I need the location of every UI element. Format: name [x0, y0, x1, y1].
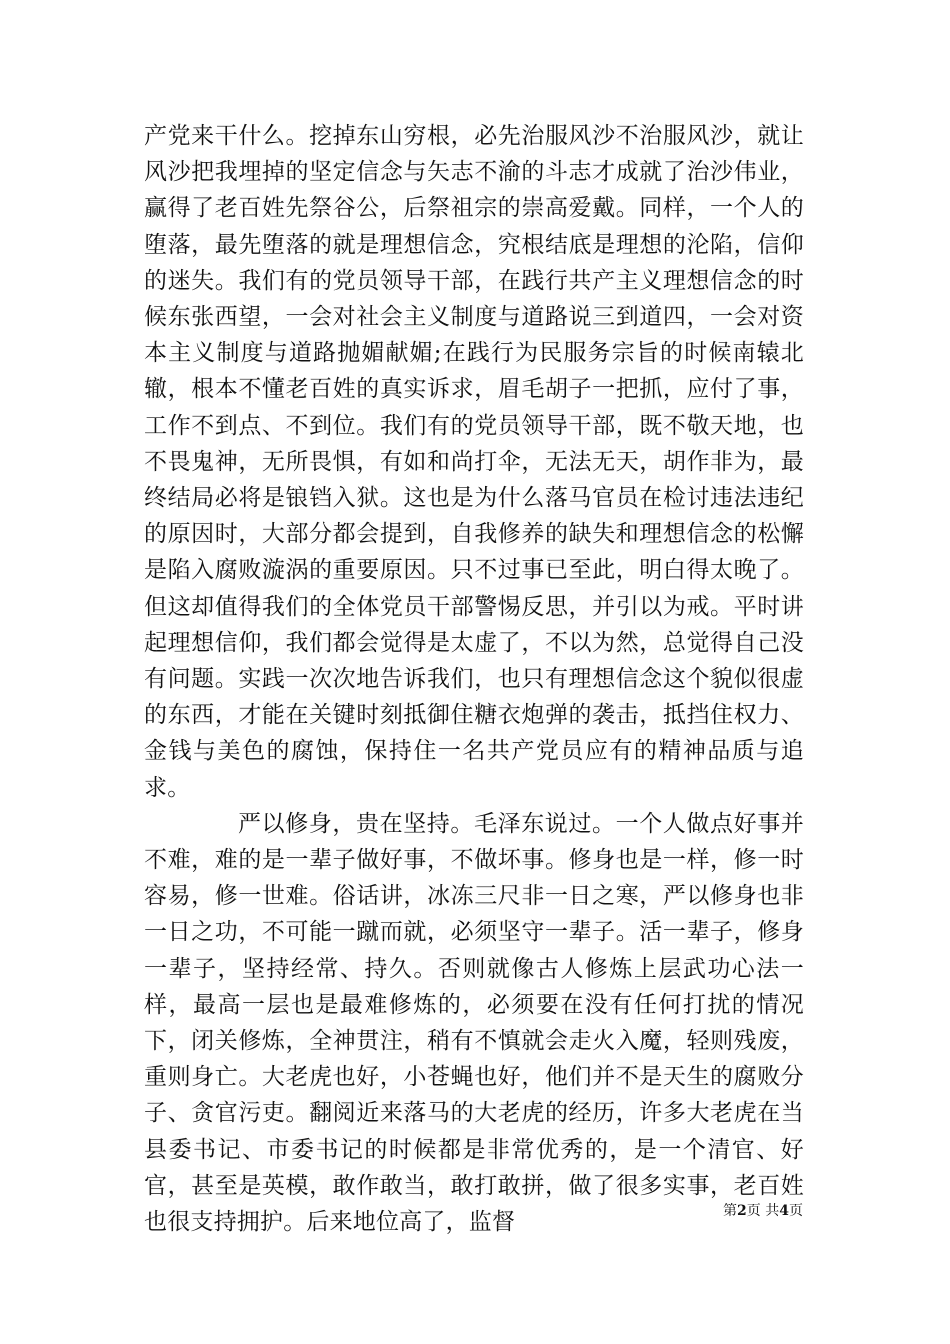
current-page-number: 2 [737, 1203, 747, 1219]
body-text [144, 118, 804, 1240]
footer-middle: 页 共 [746, 1203, 780, 1219]
paragraph-1: 产党来干什么。挖掉东山穷根，必先治服风沙不治服风沙，就让风沙把我埋掉的坚定信念与矢志不渝的斗志才成就了治沙伟业，赢得了老百姓先祭谷公，后祭祖宗的崇高爱戴。同样，一个人的堕落，最先堕落的就是理想信念，究根结底是理想的沦陷，信仰的迷失。我们有的党员领导干部，在践行共产主义理想信念的时候东张西望，一会对社会主义制度与道路说三到道四，一会对资本主义制度与道路抛媚献媚;在践行为民服务宗旨的时候南辕北辙，根本不懂老百姓的真实诉求，眉毛胡子一把抓，应付了事，工作不到点、不到位。我们有的党员领导干部，既不敬天地，也不畏鬼神，无所畏惧，有如和尚打伞，无法无天，胡作非为，最终结局必将是锒铛入狱。这也是为什么落马官员在检讨违法违纪的原因时，大部分都会提到，自我修养的缺失和理想信念的松懈是陷入腐败漩涡的重要原因。只不过事已至此，明白得太晚了。但这却值得我们的全体党员干部警惕反思，并引以为戒。平时讲起理想信仰，我们都会觉得是太虚了，不以为然，总觉得自己没有问题。实践一次次地告诉我们，也只有理想信念这个貌似很虚的东西，才能在关键时刻抵御住糖衣炮弹的袭击，抵挡住权力、金钱与美色的腐蚀，保持住一名共产党员应有的精神品质与追求。 [144, 123, 804, 801]
total-page-count: 4 [779, 1203, 789, 1219]
footer-suffix: 页 [789, 1203, 803, 1219]
footer-prefix: 第 [723, 1203, 738, 1219]
paragraph-2: 严以修身，贵在坚持。毛泽东说过。一个人做点好事并不难，难的是一辈子做好事，不做坏事。修身也是一样，修一时容易，修一世难。俗话讲，冰冻三尺非一日之寒，严以修身也非一日之功，不可能一蹴而就，必须坚守一辈子。活一辈子，修身一辈子，坚持经常、持久。否则就像古人修炼上层武功心法一样，最高一层也是最难修炼的，必须要在没有任何打扰的情况下，闭关修炼，全神贯注，稍有不慎就会走火入魔，轻则残废，重则身亡。大老虎也好，小苍蝇也好，他们并不是天生的腐败分子、贪官污吏。翻阅近来落马的大老虎的经历，许多大老虎在当县委书记、市委书记的时候都是非常优秀的，是一个清官、好官，甚至是英模，敢作敢当，敢打敢拼，做了很多实事，老百姓也很支持拥护。后来地位高了，监督 [144, 810, 804, 1236]
page-number-footer [723, 1202, 803, 1220]
